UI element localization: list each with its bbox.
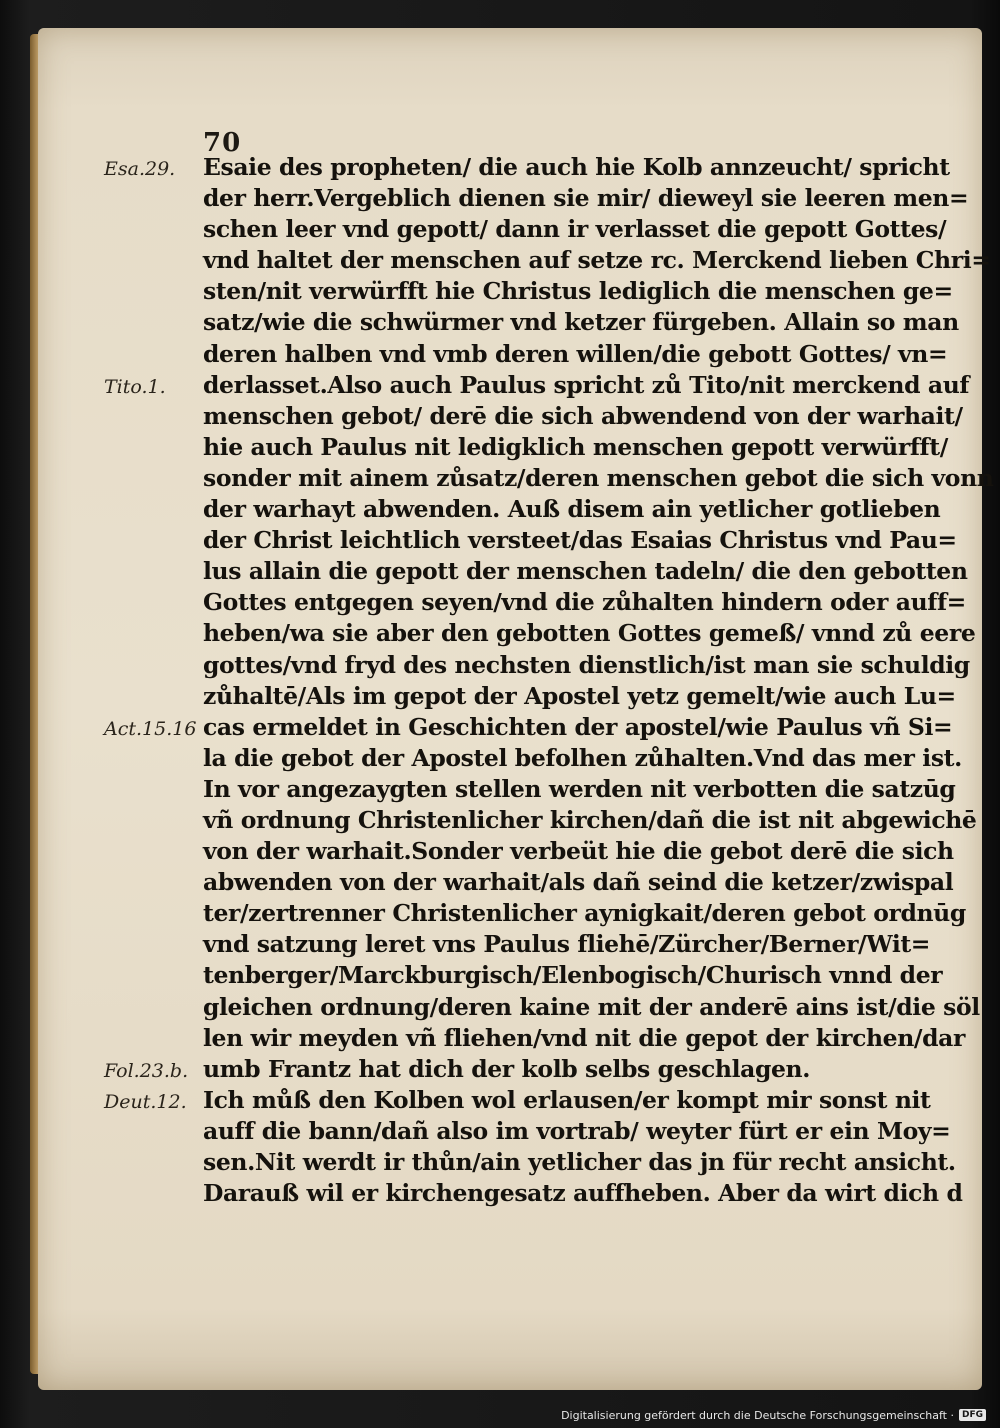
text-line: umb Frantz hat dich der kolb selbs geschlagen.	[203, 1054, 811, 1083]
text-line: von der warhait.Sonder verbeüt hie die gebot derē die sich	[203, 837, 954, 866]
text-line: gottes/vnd fryd des nechsten dienstlich/ist man sie schuldig	[203, 650, 970, 679]
margin-note: Deut.12.	[104, 1091, 187, 1113]
margin-note: Fol.23.b.	[104, 1059, 189, 1082]
text-line: vnd satzung leret vns Paulus fliehē/Zürcher/Berner/Wit=	[203, 930, 931, 959]
text-line: Esaie des propheten/ die auch hie Kolb annzeucht/ spricht	[203, 153, 950, 181]
text-line: tenberger/Marckburgisch/Elenbogisch/Churisch vnnd der	[203, 961, 943, 990]
text-line: satz/wie die schwürmer vnd ketzer fürgeben. Allain so man	[203, 308, 959, 337]
footer-text: Digitalisierung gefördert durch die Deutsche Forschungsgemeinschaft ·	[561, 1408, 954, 1422]
text-line: In vor angezaygten stellen werden nit verbotten die satzūg	[203, 774, 956, 803]
text-line: sten/nit verwürfft hie Christus lediglich die menschen ge=	[203, 277, 953, 306]
dfg-logo: DFG	[959, 1409, 986, 1421]
page-number: 70	[203, 128, 242, 158]
text-line: sonder mit ainem zůsatz/deren menschen gebot die sich vonn	[203, 463, 994, 492]
text-line: zůhaltē/Als im gepot der Apostel yetz gemelt/wie auch Lu=	[203, 681, 956, 710]
text-line: Gottes entgegen seyen/vnd die zůhalten hindern oder auff=	[203, 588, 966, 617]
margin-note: Tito.1.	[104, 375, 166, 398]
text-line: hie auch Paulus nit ledigklich menschen gepott verwürfft/	[203, 432, 948, 461]
text-line: menschen gebot/ derē die sich abwendend von der warhait/	[203, 401, 963, 430]
text-line: la die gebot der Apostel befolhen zůhalten.Vnd das mer ist.	[203, 743, 962, 772]
text-line: der herr.Vergeblich dienen sie mir/ dieweyl sie leeren men=	[203, 184, 969, 213]
text-line: lus allain die gepott der menschen tadeln/ die den gebotten	[203, 557, 968, 586]
text-line: cas ermeldet in Geschichten der apostel/wie Paulus vñ Si=	[203, 712, 953, 741]
text-line: ter/zertrenner Christenlicher aynigkait/deren gebot ordnūg	[203, 899, 966, 928]
text-line: vnd haltet der menschen auf setze rc. Merckend lieben Chri=	[203, 246, 991, 275]
text-line: heben/wa sie aber den gebotten Gottes gemeß/ vnnd zů eere	[203, 619, 976, 648]
text-line: deren halben vnd vmb deren willen/die gebott Gottes/ vn=	[203, 339, 948, 368]
footer-credit	[561, 1407, 986, 1423]
text-line: vñ ordnung Christenlicher kirchen/dañ die ist nit abgewichē	[203, 805, 977, 834]
body-text	[203, 152, 994, 1209]
margin-note: Esa.29.	[104, 158, 176, 180]
text-line: gleichen ordnung/deren kaine mit der anderē ains ist/die söl	[203, 992, 980, 1021]
text-line: abwenden von der warhait/als dañ seind die ketzer/zwispal	[203, 868, 954, 897]
text-line: Ich můß den Kolben wol erlausen/er kompt mir sonst nit	[203, 1085, 931, 1114]
text-line: len wir meyden vñ fliehen/vnd nit die gepot der kirchen/dar	[203, 1023, 965, 1052]
text-line: Darauß wil er kirchengesatz auffheben. Aber da wirt dich d	[203, 1179, 963, 1208]
text-line: derlasset.Also auch Paulus spricht zů Tito/nit merckend auf	[203, 370, 970, 399]
text-line: auff die bann/dañ also im vortrab/ weyter fürt er ein Moy=	[203, 1116, 951, 1145]
text-line: der Christ leichtlich versteet/das Esaias Christus vnd Pau=	[203, 526, 957, 555]
margin-note: Act.15.16	[104, 717, 197, 740]
text-line: schen leer vnd gepott/ dann ir verlasset die gepott Gottes/	[203, 215, 947, 244]
text-line: sen.Nit werdt ir thůn/ain yetlicher das jn für recht ansicht.	[203, 1148, 956, 1176]
text-line: der warhayt abwenden. Auß disem ain yetlicher gotlieben	[203, 495, 941, 524]
